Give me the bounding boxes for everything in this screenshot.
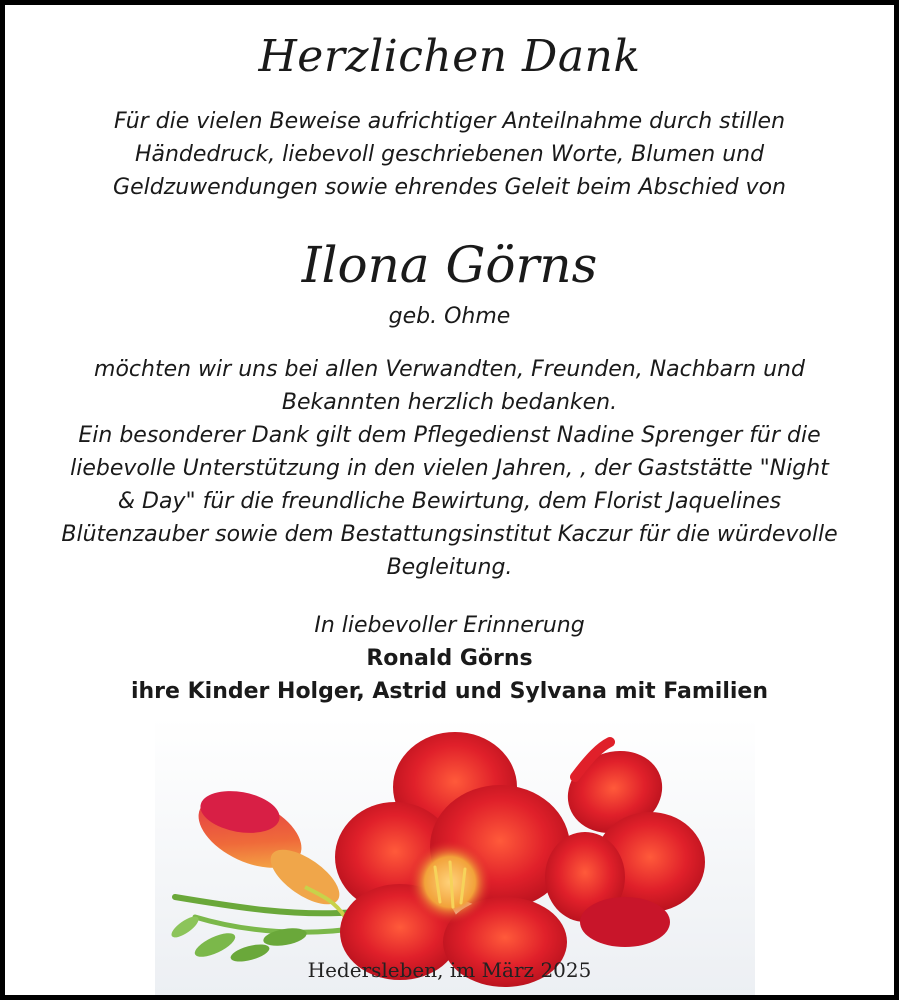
intro-line: Für die vielen Beweise aufrichtiger Anteilnahme durch stillen bbox=[113, 109, 786, 134]
thanks-line: Blütenzauber sowie dem Bestattungsinstitut Kaczur für die würdevolle bbox=[61, 522, 838, 547]
intro-line: Geldzuwendungen sowie ehrendes Geleit beim Abschied von bbox=[113, 175, 786, 200]
thanks-line: Bekannten herzlich bedanken. bbox=[281, 390, 618, 415]
deceased-name: Ilona Görns bbox=[301, 236, 598, 294]
place-and-date: Hedersleben, im März 2025 bbox=[307, 958, 592, 982]
family-line: ihre Kinder Holger, Astrid und Sylvana mit Familien bbox=[130, 679, 769, 704]
signer-name: Ronald Görns bbox=[366, 646, 533, 671]
thanks-line: Ein besonderer Dank gilt dem Pflegedienst Nadine Sprenger für die bbox=[78, 423, 821, 448]
memory-line: In liebevoller Erinnerung bbox=[314, 613, 585, 638]
thanks-line: Begleitung. bbox=[386, 555, 513, 580]
thanks-line: & Day" für die freundliche Bewirtung, dem Florist Jaquelines bbox=[117, 489, 782, 514]
signature-block bbox=[5, 609, 894, 708]
intro-line: Händedruck, liebevoll geschriebenen Worte, Blumen und bbox=[134, 142, 765, 167]
thanks-line: möchten wir uns bei allen Verwandten, Freunden, Nachbarn und bbox=[94, 357, 805, 382]
intro-text bbox=[65, 105, 834, 204]
thanks-text bbox=[53, 353, 846, 584]
maiden-name: geb. Ohme bbox=[388, 304, 511, 329]
card-title: Herzlichen Dank bbox=[258, 31, 641, 82]
thanks-line: liebevolle Unterstützung in den vielen Jahren, , der Gaststätte "Night bbox=[70, 456, 829, 481]
